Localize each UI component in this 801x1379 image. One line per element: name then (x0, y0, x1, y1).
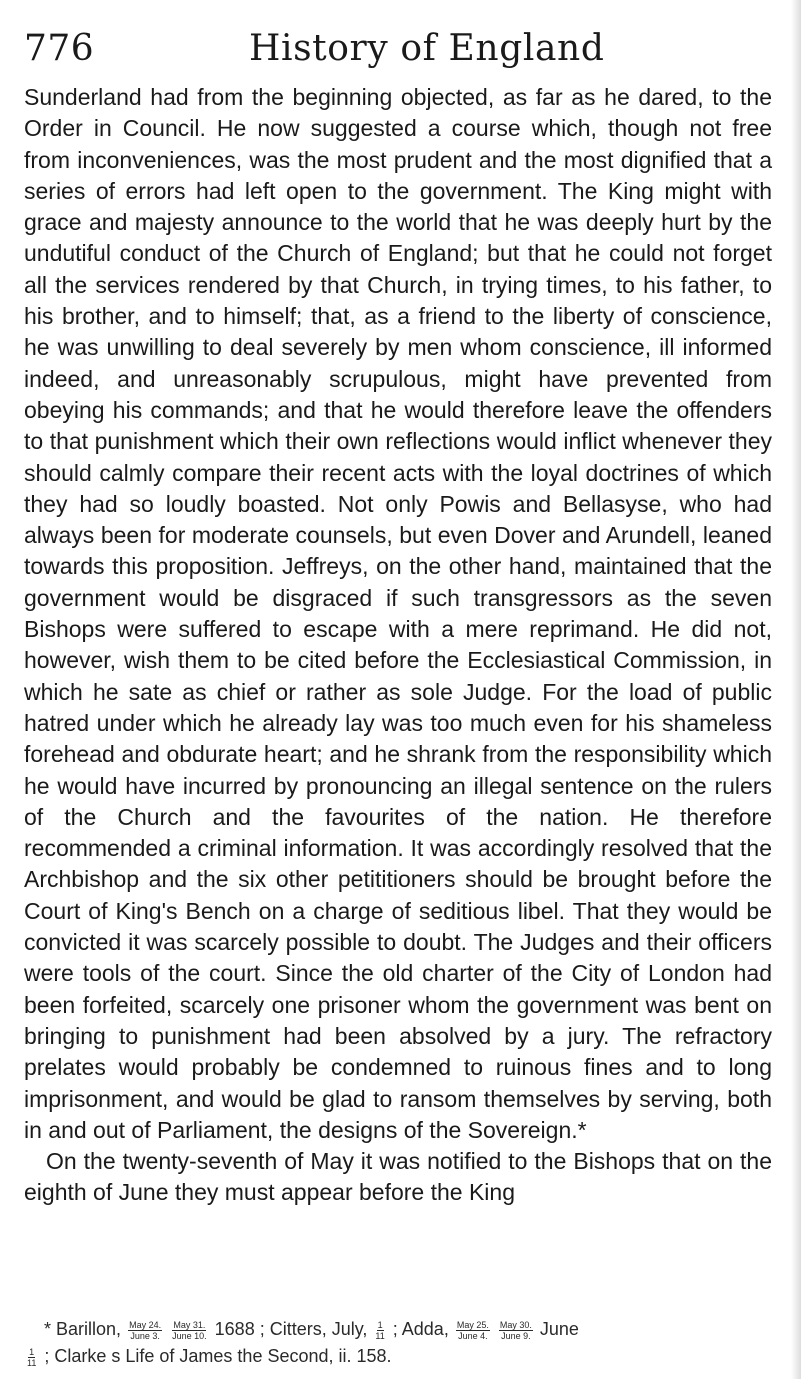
page-number: 776 (24, 28, 95, 69)
date-fraction: $\frac{\text{May 25.}}{\text{June 4.}}$ (456, 1319, 489, 1341)
footnote-text: Barillon, (56, 1319, 122, 1339)
running-title: History of England (249, 28, 605, 69)
date-fraction: $\frac{\text{May 24.}}{\text{June 3.}}$ (129, 1319, 162, 1341)
paragraph-1: Sunderland had from the beginning objected, as far as he dared, to the Order in Council. He now suggested a course which, though not free from inconveniences, was the most prudent and the most dignified that a series of errors had left open to the government. The King might with grace and majesty announce to the world that he was deeply hurt by the undutiful conduct of the Church of England; but that he could not forget all the services rendered by that Church, in trying times, to his father, to his brother, and to himself; that, as a friend to the liberty of conscience, he was unwilling to deal severely by men whom conscience, ill informed indeed, and unreasonably scrupulous, might have prevented from obeying his commands; and that he would therefore leave the offenders to that punishment which their own reflections would inflict whenever they should calmly compare their recent acts with the loyal doctrines of which they had so loudly boasted. Not only Powis and Bellasyse, who had always been for moderate counsels, but even Dover and Arundell, leaned towards this proposition. Jeffreys, on the other hand, maintained that the government would be disgraced if such transgressors as the seven Bishops were suffered to escape with a mere reprimand. He did not, however, wish them to be cited before the Ecclesiastical Commission, in which he sate as chief or rather as sole Judge. For the load of public hatred under which he already lay was too much even for his shameless forehead and obdurate heart; and he shrank from the responsibility which he would have incurred by pronouncing an illegal sentence on the rulers of the Church and the favourites of the nation. He therefore recommended a criminal information. It was accordingly resolved that the Archbishop and the six other petititioners should be brought before the Court of King's Bench on a charge of seditious libel. That they would be convicted it was scarcely possible to doubt. The Judges and their officers were tools of the court. Since the old charter of the City of London had been forfeited, scarcely one prisoner whom the government was bent on bringing to punishment had been absolved by a jury. The refractory prelates would probably be condemned to ruinous fines and to long imprisonment, and would be glad to ransom themselves by serving, both in and out of Parliament, the designs of the Sovereign.* (24, 84, 772, 1143)
footnote-line-2 (24, 1343, 772, 1370)
page-header (24, 20, 761, 78)
footnote-text: 1688 ; Citters, July, (214, 1319, 368, 1339)
date-fraction: $\frac{\text{May 30.}}{\text{June 9.}}$ (499, 1319, 532, 1341)
main-text (24, 82, 772, 1209)
footnote-marker: * (44, 1319, 52, 1339)
footnote-line-1 (24, 1316, 772, 1343)
date-fraction: $\frac{\text{May 31.}}{\text{June 10.}}$ (172, 1319, 207, 1341)
footnote-text: June (539, 1319, 579, 1339)
page-edge-shadow (791, 0, 801, 1379)
date-fraction: $\frac{1}{11}$ (375, 1319, 385, 1341)
date-fraction: $\frac{1}{11}$ (27, 1346, 37, 1368)
footnote (24, 1316, 772, 1370)
paragraph-2: On the twenty-seventh of May it was notified to the Bishops that on the eighth of June they must appear before the King (24, 1148, 772, 1206)
footnote-text: ; Clarke s Life of James the Second, ii. 158. (44, 1346, 392, 1366)
footnote-text: ; Adda, (392, 1319, 449, 1339)
